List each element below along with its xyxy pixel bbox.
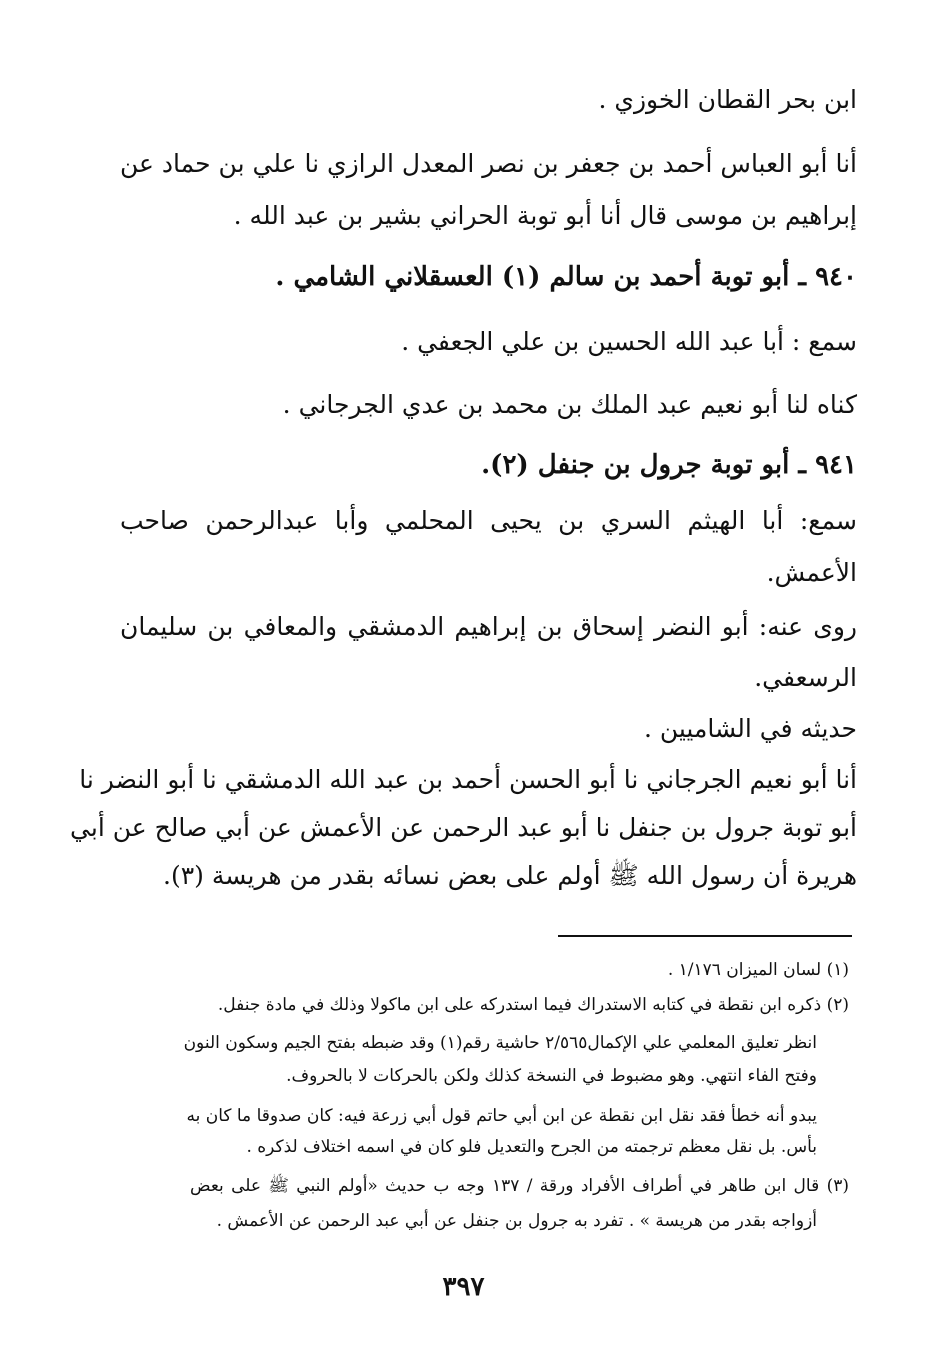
body-line: أنا أبو العباس أحمد بن جعفر بن نصر المعدل الرازي نا علي بن حماد عن (120, 149, 857, 178)
footnote-separator (558, 935, 852, 937)
body-line: هريرة أن رسول الله ﷺ أولم على بعض نسائه بقدر من هريسة (٣). (163, 861, 857, 890)
footnote-line: بأس. بل نقل معظم ترجمته من الجرح والتعديل فلو كان في اسمه اختلاف لذكره . (246, 1137, 817, 1157)
body-line: أبو توبة جرول بن جنفل نا أبو عبد الرحمن عن الأعمش عن أبي صالح عن أبي (70, 813, 857, 842)
body-line: ابن بحر القطان الخوزي . (598, 85, 857, 114)
footnote-line: انظر تعليق المعلمي علي الإكمال٢/٥٦٥ حاشية رقم(١) وقد ضبطه بفتح الجيم وسكون النون (183, 1033, 817, 1053)
body-line: حديثه في الشاميين . (643, 714, 857, 743)
footnote-line: (١) لسان الميزان ١/١٧٦ . (667, 960, 849, 980)
footnote-line: (٢) ذكره ابن نقطة في كتابه الاستدراك فيما استدركه على ابن ماكولا وذلك في مادة جنفل. (217, 995, 849, 1015)
page-number: ٣٩٧ (442, 1272, 485, 1302)
body-line: إبراهيم بن موسى قال أنا أبو توبة الحراني بشير بن عبد الله . (233, 201, 857, 230)
body-line: روى عنه: أبو النضر إسحاق بن إبراهيم الدمشقي والمعافي بن سليمان (120, 612, 857, 641)
footnote-line: يبدو أنه خطأ فقد نقل ابن نقطة عن ابن أبي حاتم قول أبي زرعة فيه: كان صدوقا ما كان به (186, 1106, 817, 1126)
footnote-line: (٣) قال ابن طاهر في أطراف الأفراد ورقة / ١٣٧ وجه ب حديث «أولم النبي ﷺ على بعض (190, 1176, 849, 1196)
footnote-line: وفتح الفاء انتهي. وهو مضبوط في النسخة كذلك ولكن بالحركات لا بالحروف. (286, 1066, 817, 1086)
body-line: الأعمش. (766, 558, 857, 587)
entry-heading-941: ٩٤١ ـ أبو توبة جرول بن جنفل (٢). (481, 450, 857, 480)
body-line: كناه لنا أبو نعيم عبد الملك بن محمد بن عدي الجرجاني . (282, 390, 857, 419)
body-line: أنا أبو نعيم الجرجاني نا أبو الحسن أحمد بن عبد الله الدمشقي نا أبو النضر نا (79, 765, 857, 794)
body-line: الرسعفي. (754, 663, 857, 692)
body-line: سمع : أبا عبد الله الحسين بن علي الجعفي . (401, 327, 857, 356)
body-line: سمع: أبا الهيثم السري بن يحيى المحلمي وأبا عبدالرحمن صاحب (120, 506, 857, 535)
footnote-line: أزواجه بقدر من هريسة » . تفرد به جرول بن جنفل عن أبي عبد الرحمن عن الأعمش . (216, 1211, 817, 1231)
entry-heading-940: ٩٤٠ ـ أبو توبة أحمد بن سالم (١) العسقلاني الشامي . (275, 262, 857, 292)
